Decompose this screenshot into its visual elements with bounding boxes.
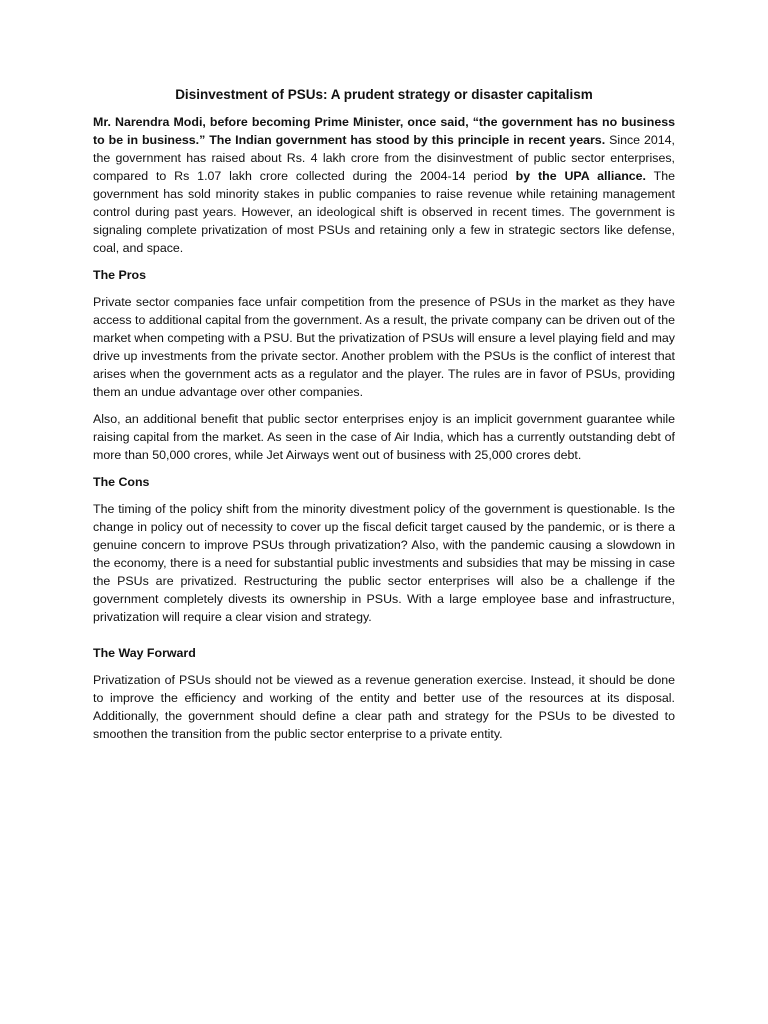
way-forward-heading: The Way Forward: [93, 646, 196, 660]
intro-mid-text: Since 2014, the government has raised about Rs. 4 lakh crore from the disinvestment of public sector enterprises, compared to Rs 1.07 lakh crore collected during the 2004-14 period: [93, 133, 675, 183]
pros-heading: The Pros: [93, 268, 147, 282]
pros-paragraph-1: Private sector companies face unfair competition from the presence of PSUs in the market as they have access to additional capital from the government. As a result, the private company can be driven out of the market when competing with a PSU. But the privatization of PSUs will ensure a level playing field and may drive up investments from the private sector. Another problem with the PSUs is the conflict of interest that arises when the government acts as a regulator and the player. The rules are in favor of PSUs, providing them an undue advantage over other companies.: [93, 295, 675, 399]
cons-paragraph-1: The timing of the policy shift from the minority divestment policy of the government is questionable. Is the change in policy out of necessity to cover up the fiscal deficit target caused by the pandemic, or is there a genuine concern to improve PSUs through privatization? Also, with the pandemic causing a slowdown in the economy, there is a need for substantial public investments and subsidies that may be missing in case the PSUs are privatized. Restructuring the public sector enterprises will also be a challenge if the government completely divests its ownership in PSUs. With a large employee base and infrastructure, privatization will require a clear vision and strategy.: [93, 502, 675, 624]
document-title: Disinvestment of PSUs: A prudent strategy or disaster capitalism: [175, 87, 593, 102]
cons-heading: The Cons: [93, 475, 150, 489]
pros-paragraph-2: Also, an additional benefit that public sector enterprises enjoy is an implicit government guarantee while raising capital from the market. As seen in the case of Air India, which has a currently outstanding debt of more than 50,000 crores, while Jet Airways went out of business with 25,000 crores debt.: [93, 412, 675, 462]
intro-tail-text: The government has sold minority stakes in public companies to raise revenue while retaining management control during past years. However, an ideological shift is observed in recent times. The government is signaling complete privatization of most PSUs and retaining only a few in strategic sectors like defense, coal, and space.: [93, 169, 675, 255]
way-forward-paragraph-1: Privatization of PSUs should not be viewed as a revenue generation exercise. Instead, it should be done to improve the efficiency and working of the entity and better use of the resources at its disposal. Additionally, the government should define a clear path and strategy for the PSUs to be divested to smoothen the transition from the public sector enterprise to a private entity.: [93, 673, 675, 741]
intro-bold-lead: Mr. Narendra Modi, before becoming Prime Minister, once said, “the government has no business to be in business.” The Indian government has stood by this principle in recent years.: [93, 115, 675, 147]
intro-bold-alliance: by the UPA alliance.: [515, 169, 646, 183]
intro-paragraph: [93, 113, 675, 257]
document-page: [93, 86, 675, 752]
